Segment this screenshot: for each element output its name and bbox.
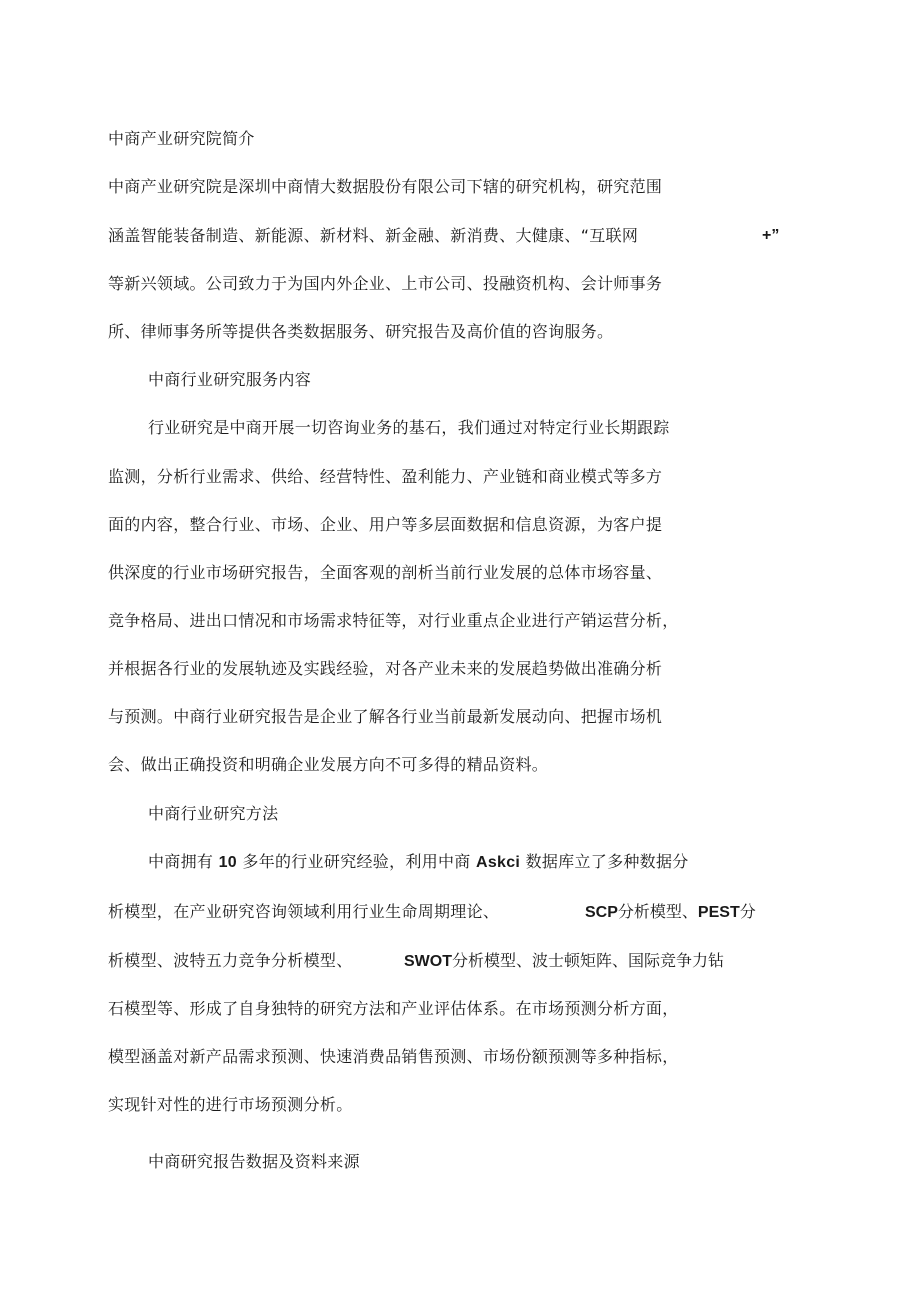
section-title-intro: 中商产业研究院简介	[108, 129, 255, 148]
text-span-bold: SWOT	[404, 953, 452, 970]
paragraph-line-tail	[585, 902, 756, 923]
paragraph-line: 所、律师事务所等提供各类数据服务、研究报告及高价值的咨询服务。	[108, 322, 614, 341]
paragraph-line: 等新兴领域。公司致力于为国内外企业、上市公司、投融资机构、会计师事务	[108, 274, 663, 293]
text-span-bold: SCP	[585, 904, 618, 921]
paragraph-line-tail: +”	[762, 227, 780, 244]
paragraph-line: 行业研究是中商开展一切咨询业务的基石，我们通过对特定行业长期跟踪	[148, 418, 670, 437]
paragraph-line: 面的内容，整合行业、市场、企业、用户等多层面数据和信息资源，为客户提	[108, 515, 663, 534]
paragraph-line: 与预测。中商行业研究报告是企业了解各行业当前最新发展动向、把握市场机	[108, 707, 663, 726]
paragraph-line: 析模型、波特五力竞争分析模型、	[108, 951, 353, 970]
paragraph-line: 实现针对性的进行市场预测分析。	[108, 1095, 353, 1114]
paragraph-line: 中商产业研究院是深圳中商情大数据股份有限公司下辖的研究机构，研究范围	[108, 177, 663, 196]
text-span: 分	[739, 902, 756, 921]
section-title-methods: 中商行业研究方法	[148, 804, 279, 823]
paragraph-line: 会、做出正确投资和明确企业发展方向不可多得的精品资料。	[108, 755, 549, 774]
text-span-bold: 10	[218, 854, 237, 871]
paragraph-line: 模型涵盖对新产品需求预测、快速消费品销售预测、市场份额预测等多种指标，	[108, 1047, 679, 1066]
paragraph-line-tail	[404, 951, 724, 972]
paragraph-line	[148, 852, 689, 873]
section-title-sources: 中商研究报告数据及资料来源	[148, 1152, 360, 1171]
text-span-bold: PEST	[697, 904, 740, 921]
text-span-bold: Askci	[475, 854, 521, 871]
paragraph-line: 竞争格局、进出口情况和市场需求特征等，对行业重点企业进行产销运营分析，	[108, 611, 679, 630]
section-title-services: 中商行业研究服务内容	[148, 370, 312, 389]
text-span: 中商拥有	[148, 852, 214, 871]
text-span: 分析模型、	[617, 902, 698, 921]
paragraph-line: 监测，分析行业需求、供给、经营特性、盈利能力、产业链和商业模式等多方	[108, 467, 663, 486]
paragraph-line: 涵盖智能装备制造、新能源、新材料、新金融、新消费、大健康、“互联网	[108, 226, 639, 245]
paragraph-line: 供深度的行业市场研究报告，全面客观的剖析当前行业发展的总体市场容量、	[108, 563, 663, 582]
text-span: 多年的行业研究经验，利用中商	[242, 852, 471, 871]
paragraph-line: 并根据各行业的发展轨迹及实践经验，对各产业未来的发展趋势做出准确分析	[108, 659, 663, 678]
text-span: 分析模型、波士顿矩阵、国际竞争力钻	[452, 951, 725, 970]
paragraph-line: 石模型等、形成了自身独特的研究方法和产业评估体系。在市场预测分析方面，	[108, 999, 679, 1018]
text-span: 数据库立了多种数据分	[525, 852, 689, 871]
paragraph-line: 析模型，在产业研究咨询领域利用行业生命周期理论、	[108, 902, 500, 921]
